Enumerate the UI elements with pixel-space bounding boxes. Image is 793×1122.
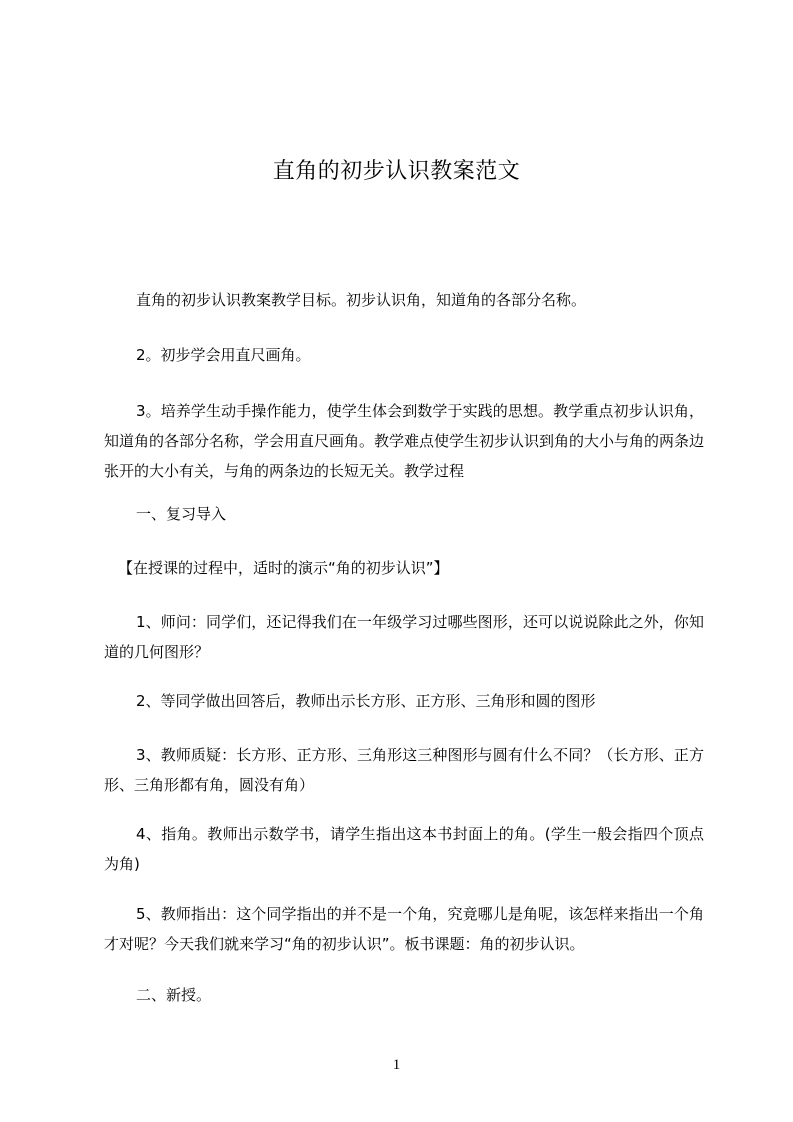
paragraph-step-2: 2、等同学做出回答后，教师出示长方形、正方形、三角形和圆的图形 (136, 692, 596, 710)
paragraph-objective-3: 3。培养学生动手操作能力，使学生体会到数学于实践的思想。教学重点初步认识角，知道角的各部分名称，学会用直尺画角。教学难点使学生初步认识到角的大小与角的两条边张开的大小有关，与角的两条边的长短无关。教学过程 (104, 402, 705, 480)
paragraph-objective-2: 2。初步学会用直尺画角。 (136, 346, 311, 364)
paragraph-step-5: 5、教师指出：这个同学指出的并不是一个角，究竟哪儿是角呢，该怎样来指出一个角才对呢？今天我们就来学习“角的初步认识”。板书课题：角的初步认识。 (104, 905, 704, 953)
paragraph-step-4: 4、指角。教师出示数学书，请学生指出这本书封面上的角。(学生一般会指四个顶点为角) (104, 825, 704, 873)
paragraph-step-1: 1、师问：同学们，还记得我们在一年级学习过哪些图形，还可以说说除此之外，你知道的几何图形？ (104, 613, 704, 661)
section-heading-new-lesson: 二、新授。 (136, 986, 212, 1004)
page-number: 1 (392, 1057, 401, 1073)
paragraph-demo-note: 【在授课的过程中，适时的演示“角的初步认识”】 (118, 559, 449, 577)
paragraph-objectives: 直角的初步认识教案教学目标。初步认识角，知道角的各部分名称。 (136, 291, 587, 309)
page-title: 直角的初步认识教案范文 (272, 158, 521, 184)
section-heading-review: 一、复习导入 (136, 505, 227, 523)
paragraph-step-3: 3、教师质疑：长方形、正方形、三角形这三种图形与圆有什么不同？（长方形、正方形、三角形都有角，圆没有角） (104, 746, 704, 794)
